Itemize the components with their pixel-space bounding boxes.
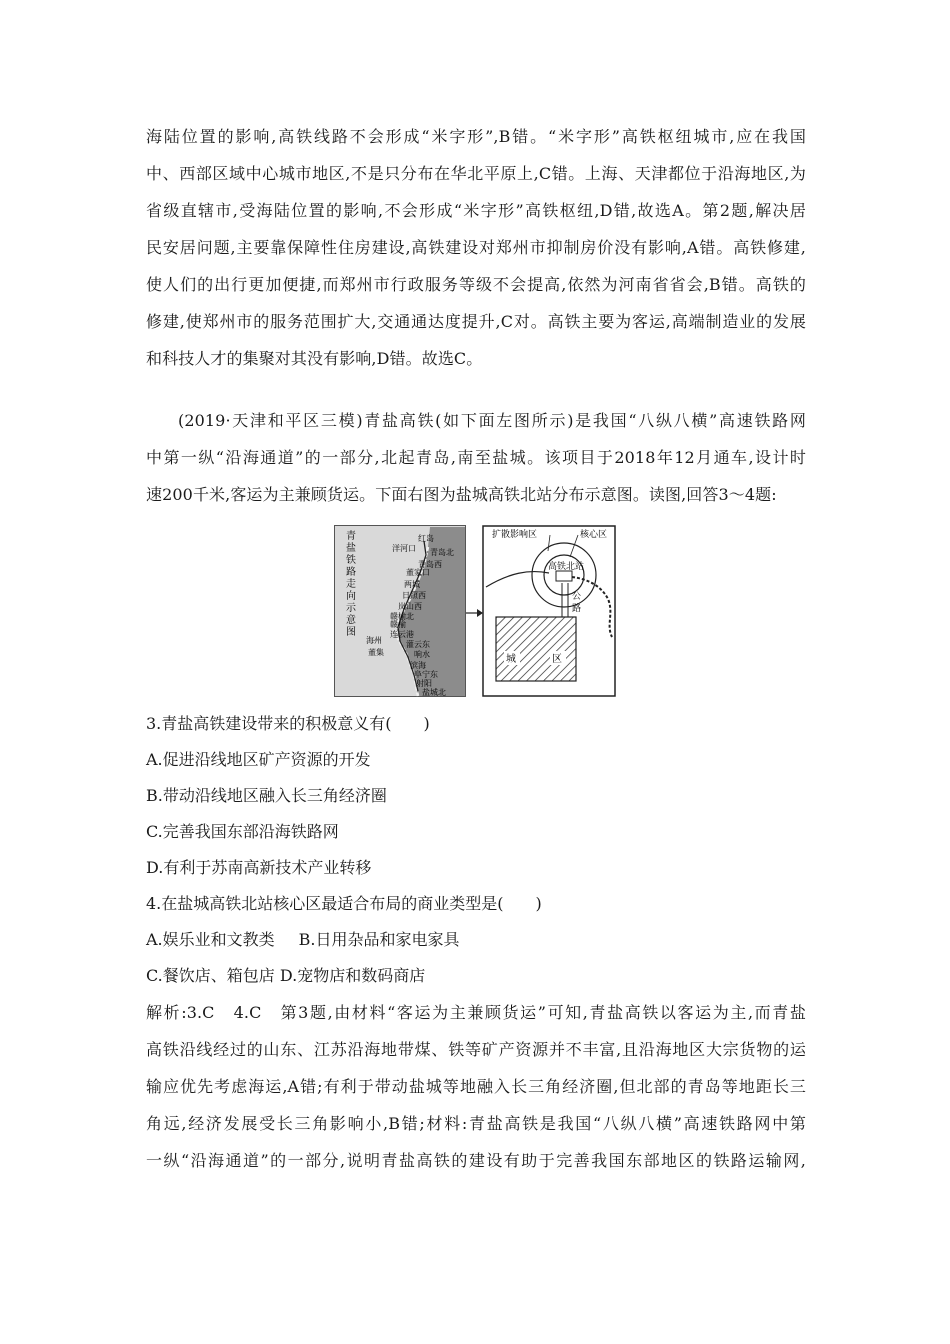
city-label: 区 [552, 654, 562, 665]
city-area [496, 617, 576, 681]
text-line: 和科技人才的集聚对其没有影响,D错。故选C。 [146, 349, 483, 368]
station-label: 洋河口 [392, 544, 416, 553]
text-line: 中、西部区域中心城市地区,不是只分布在华北平原上,C错。上海、天津都位于沿海地区,为 [146, 164, 806, 183]
option-d: D.有利于苏南高新技术产业转移 [146, 858, 372, 877]
options-row [146, 922, 806, 958]
text-line: 解析:3.C 4.C 第3题,由材料“客运为主兼顾货运”可知,青盐高铁以客运为主,而青盐 [146, 1003, 806, 1022]
text-line: 修建,使郑州市的服务范围扩大,交通通达度提升,C对。高铁主要为客运,高端制造业的发展 [146, 312, 806, 331]
text-line: 海陆位置的影响,高铁线路不会形成“米字形”,B错。“米字形”高铁枢纽城市,应在我国 [146, 127, 806, 146]
station-label: 董家口 [406, 568, 430, 577]
station-label-right: 高铁北站 [548, 562, 585, 572]
diffuse-zone-label: 扩散影响区 [492, 530, 538, 540]
option-a: A.娱乐业和文教类 [146, 930, 275, 949]
station-box [556, 571, 572, 581]
text-line: 使人们的出行更加便捷,而郑州市行政服务等级不会提高,依然为河南省省会,B错。高铁的 [146, 275, 806, 294]
answer-explanation-q1-q2 [146, 118, 806, 377]
station-label: 两城 [404, 580, 420, 589]
left-map [335, 526, 466, 698]
question-stem: 4.在盐城高铁北站核心区最适合布局的商业类型是( ) [146, 894, 542, 913]
option-b: B.带动沿线地区融入长三角经济圈 [146, 786, 387, 805]
station-label: 赣榆北 [390, 612, 414, 621]
options-row: C.餐饮店、箱包店 D.宠物店和数码商店 [146, 966, 426, 985]
question-intro [146, 402, 806, 513]
station-label: 盐城北 [422, 688, 446, 697]
station-label: 阜宁东 [414, 670, 438, 679]
station-label: 连云港 [390, 630, 414, 639]
road-label: 路 [572, 604, 582, 614]
text-line: 民安居问题,主要靠保障性住房建设,高铁建设对郑州市抑制房价没有影响,A错。高铁修建, [146, 238, 806, 257]
text-line: 速200千米,客运为主兼顾货运。下面右图为盐城高铁北站分布示意图。读图,回答3～4题: [146, 485, 777, 504]
text-line: 省级直辖市,受海陆位置的影响,不会形成“米字形”高铁枢纽,D错,故选A。第2题,解决居 [146, 201, 806, 220]
option-a: A.促进沿线地区矿产资源的开发 [146, 750, 371, 769]
left-map-title-1: 青 [346, 531, 356, 542]
station-label: 董集 [368, 648, 384, 657]
text-line: 输应优先考虑海运,A错;有利于带动盐城等地融入长三角经济圈,但北部的青岛等地距长三 [146, 1077, 806, 1096]
station-label: 灌云东 [406, 640, 430, 649]
svg-text:盐: 盐 [346, 543, 356, 554]
svg-text:图: 图 [346, 627, 356, 638]
option-b: B.日用杂品和家电家具 [298, 930, 460, 949]
core-zone-label: 核心区 [580, 530, 608, 540]
svg-text:向: 向 [346, 591, 356, 602]
question-3 [146, 706, 806, 886]
analysis [146, 994, 806, 1179]
station-label: 赣榆 [390, 620, 406, 629]
svg-text:示: 示 [346, 603, 356, 614]
svg-text:铁: 铁 [346, 555, 356, 566]
figures [334, 525, 616, 697]
station-label: 青岛西 [418, 560, 442, 569]
text-line: 角远,经济发展受长三角影响小,B错;材料:青盐高铁是我国“八纵八横”高速铁路网中第 [146, 1114, 806, 1133]
road-label: 公 [572, 592, 582, 602]
station-label: 响水 [414, 650, 430, 659]
station-label: 红岛 [418, 534, 434, 543]
station-label: 青岛北 [430, 548, 454, 557]
text-line: 中第一纵“沿海通道”的一部分,北起青岛,南至盐城。该项目于2018年12月通车,设计时 [146, 448, 806, 467]
svg-text:路: 路 [346, 567, 356, 578]
svg-text:走: 走 [346, 579, 356, 590]
question-4 [146, 886, 806, 994]
station-label: 滨海 [410, 661, 426, 670]
city-label: 城 [506, 654, 516, 665]
svg-text:意: 意 [346, 615, 356, 626]
right-map [483, 526, 615, 696]
question-stem: 3.青盐高铁建设带来的积极意义有( ) [146, 714, 430, 733]
maps-svg [334, 525, 616, 697]
text-line: 一纵“沿海通道”的一部分,说明青盐高铁的建设有助于完善我国东部地区的铁路运输网, [146, 1151, 806, 1170]
station-label: 海州 [366, 636, 382, 645]
text-line: (2019·天津和平区三模)青盐高铁(如下面左图所示)是我国“八纵八横”高速铁路网 [178, 411, 806, 430]
station-label: 日照西 [402, 591, 426, 600]
text-line: 高铁沿线经过的山东、江苏沿海地带煤、铁等矿产资源并不丰富,且沿海地区大宗货物的运 [146, 1040, 806, 1059]
station-label: 岚山西 [398, 602, 422, 611]
station-label: 射阳 [416, 679, 432, 688]
option-c: C.完善我国东部沿海铁路网 [146, 822, 339, 841]
